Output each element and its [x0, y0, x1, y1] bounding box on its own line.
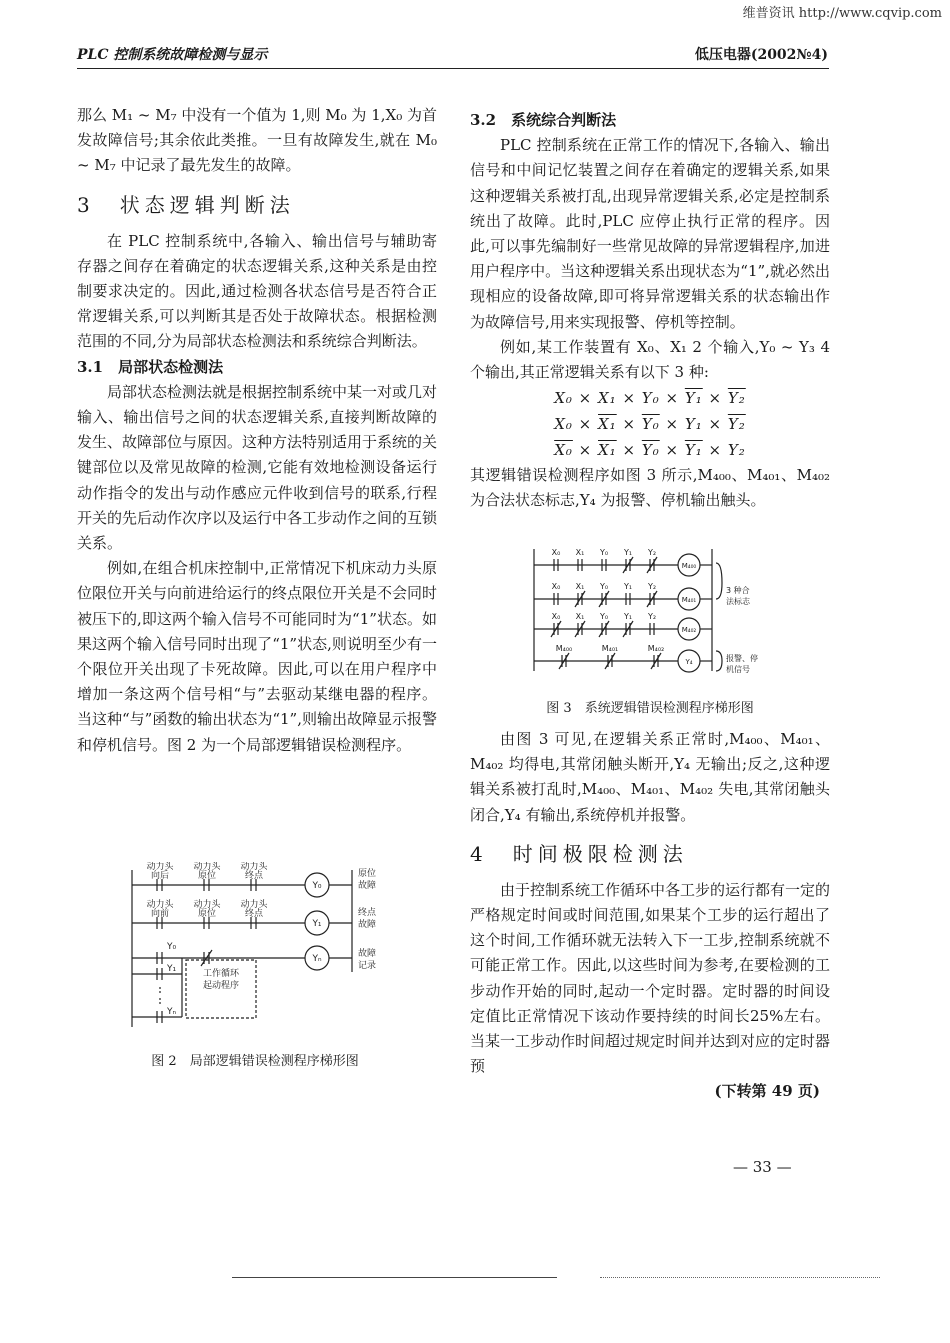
- note: 法标志: [726, 597, 750, 606]
- running-title: PLC 控制系统故障检测与显示: [77, 47, 268, 63]
- formula-3: X₀ × X₁ × Y₀ × Y₁ × Y₂: [554, 441, 746, 460]
- contact-label: M₄₀₁: [601, 644, 619, 653]
- contact-label: Y₀: [599, 548, 609, 557]
- coil-label: Y₄: [685, 658, 693, 666]
- contact-label: X₁: [575, 612, 585, 621]
- formula-1: X₀ × X₁ × Y₀ × Y₁ × Y₂: [554, 389, 746, 408]
- note: 终点: [358, 908, 377, 918]
- label: 原位: [197, 909, 217, 919]
- note: 故障: [358, 881, 377, 891]
- contact-label: X₀: [551, 548, 561, 557]
- label: 动力头: [146, 862, 174, 872]
- label: 向前: [150, 909, 170, 919]
- box-label: 起动程序: [202, 981, 240, 991]
- label: 向后: [150, 871, 170, 881]
- note: 故障: [358, 949, 377, 959]
- figure-3-ladder-diagram: [528, 543, 788, 683]
- paragraph: 例如,在组合机床控制中,正常情况下机床动力头原位限位开关与向前进给运行的终点限位开关是不会同时被压下的,即这两个输入信号不可能同时为“1”状态。如果这两个输入信号同时出现了“1”状态,则说明至少有一个限位开关出现了卡死故障。因此,可以在用户程序中增加一条这两个信号相“与”去驱动某继电器的程序。当这种“与”函数的输出状态为“1”,则输出故障显示报警和停机信号。图 2 为一个局部逻辑错误检测程序。: [77, 559, 438, 754]
- watermark: 维普资讯 http://www.cqvip.com: [742, 6, 942, 21]
- contact-label: X₀: [551, 612, 561, 621]
- section-heading-3: 3 状态逻辑判断法: [77, 192, 295, 217]
- contact-label: X₁: [575, 548, 585, 557]
- subsection-heading-3-1: 3.1 局部状态检测法: [77, 357, 224, 376]
- contact-label: Y₂: [647, 582, 657, 591]
- label: 动力头: [193, 900, 221, 910]
- coil-label: Y₁: [312, 919, 322, 929]
- right-column-lower: [470, 727, 830, 1105]
- contact-label: Y₁: [623, 548, 633, 557]
- figure-2-ladder-diagram: [120, 862, 390, 1037]
- label: 动力头: [240, 900, 268, 910]
- continued-note: (下转第 49 页): [714, 1082, 820, 1101]
- coil-label: M₄₀₀: [681, 562, 697, 570]
- figure-2-caption: 图 2 局部逻辑错误检测程序梯形图: [151, 1054, 359, 1069]
- paragraph: 由于控制系统工作循环中各工步的运行都有一定的严格规定时间或时间范围,如果某个工步的运行超出了这个时间,工作循环就无法转入下一工步,控制系统就不可能正常工作。因此,以这些时间为参考,在要检测的工步动作开始的同时,起动一个定时器。定时器的时间设定值比正常情况下该动作要持续的时间长25%左右。当某一工步动作时间超过规定时间并达到对应的定时器预: [470, 880, 831, 1076]
- paragraph: 在 PLC 控制系统中,各输入、输出信号与辅助寄存器之间存在着确定的状态逻辑关系,这种关系是由控制要求决定的。因此,通过检测各状态信号是否符合正常逻辑关系,可以判断其是否处于故障状态。根据检测范围的不同,分为局部状态检测法和系统综合判断法。: [77, 231, 437, 351]
- contact-label: Y₀: [599, 582, 609, 591]
- label: 终点: [244, 909, 264, 919]
- note: 机信号: [726, 665, 750, 674]
- note: 原位: [358, 869, 377, 879]
- contact-label: Y₁: [623, 612, 633, 621]
- contact-label: M₄₀₂: [647, 644, 665, 653]
- coil-label: Y₀: [312, 881, 322, 891]
- label: 动力头: [146, 900, 174, 910]
- note: 报警、停: [726, 654, 758, 663]
- box-label: 工作循环: [202, 969, 240, 979]
- contact-label: Y₂: [647, 612, 657, 621]
- label: 动力头: [240, 862, 268, 872]
- contact-label: Y₁: [167, 964, 177, 974]
- contact-label: Yₙ: [167, 1007, 177, 1017]
- left-column: [77, 103, 437, 758]
- journal-issue: 低压电器(2002№4): [694, 47, 828, 63]
- coil-label: M₄₀₁: [681, 596, 697, 604]
- figure-3-caption: 图 3 系统逻辑错误检测程序梯形图: [546, 701, 754, 716]
- contact-label: Y₀: [167, 942, 177, 952]
- contact-label: X₀: [551, 582, 561, 591]
- contact-label: Y₂: [647, 548, 657, 557]
- label: 动力头: [193, 862, 221, 872]
- note: 故障: [358, 920, 377, 930]
- coil-label: M₄₀₂: [681, 626, 697, 634]
- section-heading-4: 4 时间极限检测法: [470, 841, 688, 866]
- formula-2: X₀ × X₁ × Y₀ × Y₁ × Y₂: [554, 415, 746, 434]
- label: 原位: [197, 871, 217, 881]
- paragraph: 那么 M₁ ~ M₇ 中没有一个值为 1,则 M₀ 为 1,X₀ 为首发故障信号;其余依此类推。一旦有故障发生,就在 M₀ ~ M₇ 中记录了最先发生的故障。: [77, 106, 437, 175]
- note: 3 种合: [726, 586, 750, 595]
- paragraph: PLC 控制系统在正常工作的情况下,各输入、输出信号和中间记忆装置之间存在着确定的逻辑关系,如果这种逻辑关系被打乱,出现异常逻辑关系,必定是控制系统出了故障。此时,PLC 应停止执行正常的程序。因此,可以事先编制好一些常见故障的异常逻辑程序,加进用户程序中。当这种逻辑关系出现状态为“1”,就必然出现相应的设备故障,即可将异常逻辑关系的状态输出作为故障信号,用来实现报警、停机等控制。: [470, 136, 830, 331]
- right-column: [470, 108, 830, 514]
- paragraph: 其逻辑错误检测程序如图 3 所示,M₄₀₀、M₄₀₁、M₄₀₂ 为合法状态标志,Y₄ 为报警、停机输出触头。: [470, 466, 830, 510]
- label: 终点: [244, 871, 264, 881]
- contact-label: M₄₀₀: [555, 644, 573, 653]
- note: 记录: [358, 961, 377, 971]
- contact-label: X₁: [575, 582, 585, 591]
- page-number: — 33 —: [733, 1158, 792, 1176]
- header-rule: [77, 68, 829, 69]
- subsection-heading-3-2: 3.2 系统综合判断法: [470, 111, 617, 129]
- paragraph: 由图 3 可见,在逻辑关系正常时,M₄₀₀、M₄₀₁、M₄₀₂ 均得电,其常闭触头断开,Y₄ 无输出;反之,这种逻辑关系被打乱时,M₄₀₀、M₄₀₁、M₄₀₂ 失电,其常闭触头闭合,Y₄ 有输出,系统停机并报警。: [470, 730, 830, 824]
- paragraph: 例如,某工作装置有 X₀、X₁ 2 个输入,Y₀ ~ Y₃ 4 个输出,其正常逻辑关系有以下 3 种:: [470, 337, 830, 382]
- contact-label: Y₀: [599, 612, 609, 621]
- footer-rule-dotted: [600, 1277, 880, 1278]
- contact-label: Y₁: [623, 582, 633, 591]
- footer-rule: [232, 1277, 557, 1278]
- paragraph: 局部状态检测法就是根据控制系统中某一对或几对输入、输出信号之间的状态逻辑关系,直接判断故障的发生、故障部位与原因。这种方法特别适用于系统的关键部位以及常见故障的检测,它能有效地检测设备运行动作指令的发出与动作感应元件收到信号的联系,行程开关的先后动作次序以及运行中各工步动作之间的互锁关系。: [77, 382, 438, 553]
- coil-label: Yₙ: [312, 954, 322, 964]
